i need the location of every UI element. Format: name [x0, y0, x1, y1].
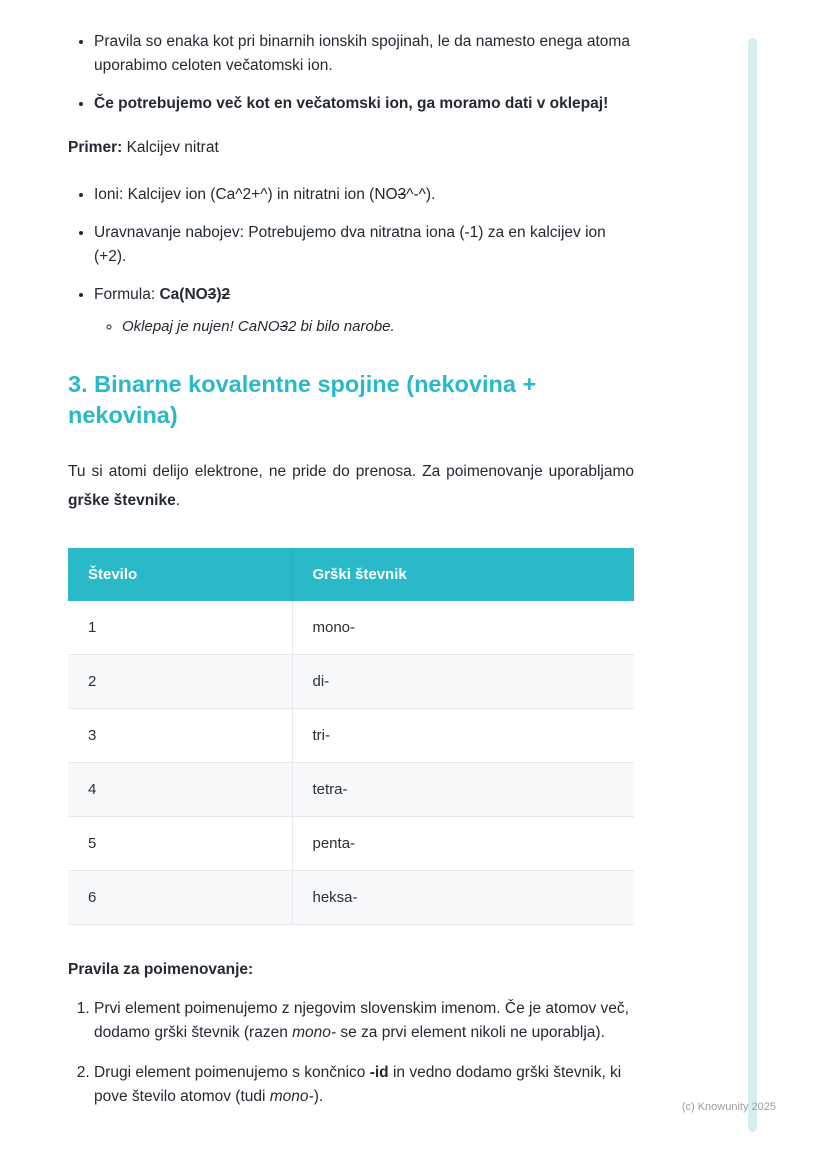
rule-text: Prvi element poimenujemo z njegovim slovenskim imenom. Če je atomov več, dodamo grški števnik (razen: [94, 999, 629, 1041]
bullet-text: Če potrebujemo več kot en večatomski ion, ga moramo dati v oklepaj!: [94, 95, 609, 113]
intro-bullet-list: [68, 30, 634, 116]
bullet-text: Pravila so enaka kot pri binarnih ionskih spojinah, le da namesto enega atoma uporabimo celoten večatomski ion.: [94, 33, 630, 75]
paragraph-text: .: [175, 492, 181, 510]
sub-bullet-list: [94, 315, 634, 338]
table-cell: di-: [292, 654, 634, 708]
bullet-item: [94, 221, 634, 269]
table-body: [68, 601, 634, 925]
table-row: [68, 870, 634, 924]
table-row: [68, 654, 634, 708]
table-row: [68, 708, 634, 762]
table-row: [68, 601, 634, 655]
table-cell: 3: [68, 708, 292, 762]
sub-bullet-item: [122, 315, 634, 338]
section-paragraph: [68, 457, 634, 516]
table-head: [68, 548, 634, 601]
bullet-item: [94, 92, 634, 116]
bullet-text: Formula:: [94, 286, 160, 304]
subscript-digit: 3: [279, 318, 288, 336]
note-text: 2 bi bilo narobe.: [287, 318, 395, 336]
table-row: [68, 762, 634, 816]
table-cell: 2: [68, 654, 292, 708]
rules-heading: Pravila za poimenovanje:: [68, 960, 254, 978]
example-line: [68, 136, 634, 159]
table-cell: mono-: [292, 601, 634, 655]
formula-text: ): [216, 286, 222, 304]
bullet-item: [94, 183, 634, 207]
table-cell: heksa-: [292, 870, 634, 924]
paragraph-text: Tu si atomi delijo elektrone, ne pride do prenosa. Za poimenovanje uporabljamo: [68, 462, 634, 480]
table-cell: tetra-: [292, 762, 634, 816]
bullet-text: Ioni: Kalcijev ion (Ca^2+^) in nitratni ion (NO: [94, 186, 398, 204]
rule-item: [94, 997, 634, 1045]
rule-text: ).: [313, 1087, 324, 1105]
bullet-text: ^-^).: [406, 186, 436, 204]
table-header-prefix: Grški števnik: [292, 548, 634, 601]
scrollbar[interactable]: [748, 38, 757, 1132]
example-bullet-list: [68, 183, 634, 338]
rule-text: se za prvi element nikoli ne uporablja).: [336, 1023, 605, 1041]
document-content: [68, 30, 634, 1125]
greek-numerals-table: [68, 548, 634, 925]
formula-text: Ca(NO: [159, 286, 208, 304]
subscript-digit: 2: [221, 286, 231, 304]
table-cell: 1: [68, 601, 292, 655]
copyright-text: (c) Knowunity 2025: [681, 1101, 776, 1113]
rule-bold: -id: [369, 1063, 389, 1081]
table-row: [68, 816, 634, 870]
table-cell: tri-: [292, 708, 634, 762]
table-header-row: [68, 548, 634, 601]
subscript-digit: 3: [207, 286, 217, 304]
table-cell: 6: [68, 870, 292, 924]
naming-rules-list: [68, 997, 634, 1109]
bullet-text: Uravnavanje nabojev: Potrebujemo dva nitratna iona (-1) za en kalcijev ion (+2).: [94, 224, 606, 266]
paragraph-bold: grške števnike: [68, 492, 176, 510]
example-label: Primer:: [68, 139, 123, 157]
subscript-digit: 3: [397, 186, 407, 204]
example-text: Kalcijev nitrat: [122, 139, 219, 157]
section-heading: 3. Binarne kovalentne spojine (nekovina + nekovina): [68, 370, 537, 428]
rule-item: [94, 1061, 634, 1109]
rule-text: Drugi element poimenujemo s končnico: [94, 1063, 370, 1081]
table-cell: 4: [68, 762, 292, 816]
table-header-number: Število: [68, 548, 292, 601]
table-cell: penta-: [292, 816, 634, 870]
note-text: Oklepaj je nujen! CaNO: [122, 318, 280, 336]
bullet-item: [94, 283, 634, 338]
rule-italic: mono-: [269, 1087, 314, 1105]
bullet-item: [94, 30, 634, 78]
rule-italic: mono-: [292, 1023, 337, 1041]
rule-text: in vedno dodamo grški števnik, ki pove število atomov (tudi: [94, 1063, 622, 1105]
table-cell: 5: [68, 816, 292, 870]
